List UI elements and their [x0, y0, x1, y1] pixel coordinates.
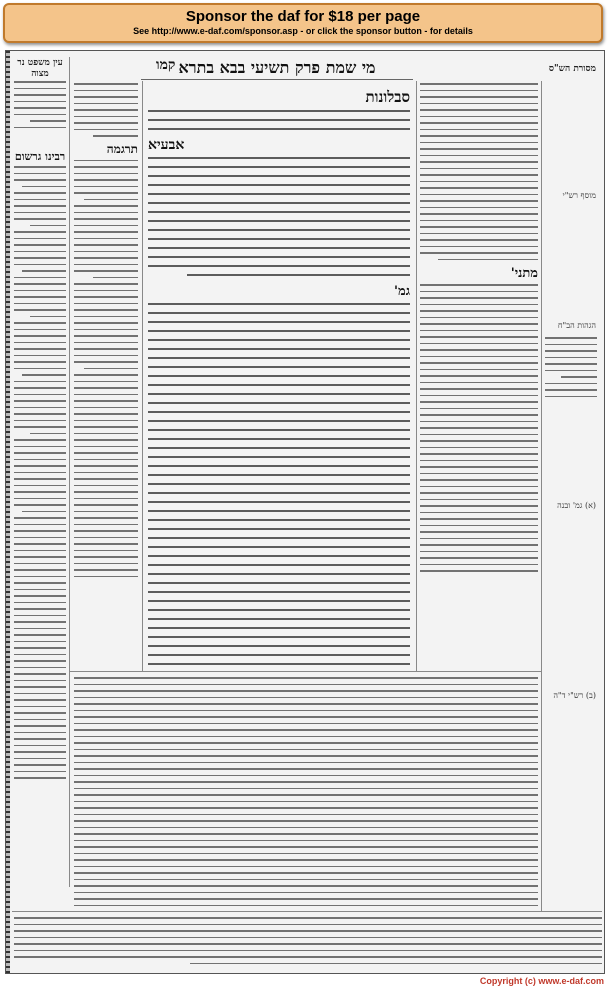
margin-note: (ב) רש"י ד"ה [553, 691, 596, 700]
running-head: מי שמת פרק תשיעי בבא בתרא [141, 57, 413, 80]
rashi-column [420, 83, 538, 668]
sponsor-title[interactable]: Sponsor the daf for $18 per page [185, 8, 421, 25]
bottom-footnotes [14, 917, 602, 971]
tosafot-column [74, 83, 138, 668]
masoret-hashas-label: מסורת הש"ס [548, 64, 596, 74]
gemara-question-word: אבעיא [148, 137, 185, 153]
ein-mishpat-column [14, 81, 66, 141]
column-rule [416, 81, 417, 671]
section-rule [70, 671, 541, 672]
rabbeinu-gershom-column [14, 147, 66, 907]
gemara-main-column [148, 85, 410, 670]
tosafot-word: תרגמה [106, 141, 138, 156]
section-rule [12, 911, 602, 912]
page-edge [6, 51, 10, 973]
gemara-opening-word: סבלונות [365, 88, 410, 106]
hagahot-column [545, 337, 597, 457]
ein-mishpat-label: עין משפט נר מצוה [17, 58, 63, 79]
lower-commentary-block [74, 677, 538, 909]
mishnah-marker: מתני' [510, 266, 538, 281]
gemara-section-word: גמ' [394, 284, 410, 299]
talmud-page [5, 50, 605, 974]
margin-note: מוסף רש"י [562, 191, 596, 200]
sponsor-banner[interactable] [3, 3, 603, 43]
column-rule [142, 81, 143, 671]
sponsor-subtitle[interactable]: See http://www.e-daf.com/sponsor.asp - or click the sponsor button - for details [133, 26, 473, 36]
column-rule [69, 57, 70, 887]
margin-note: הגהות הב"ח [557, 321, 596, 330]
copyright-notice[interactable]: Copyright (c) www.e-daf.com [479, 976, 604, 986]
folio-number: קמו [156, 57, 176, 73]
column-rule [541, 81, 542, 911]
margin-note: (א) גמ' ובנה [557, 501, 596, 510]
rabbeinu-gershom-heading: רבינו גרשום [14, 150, 66, 163]
